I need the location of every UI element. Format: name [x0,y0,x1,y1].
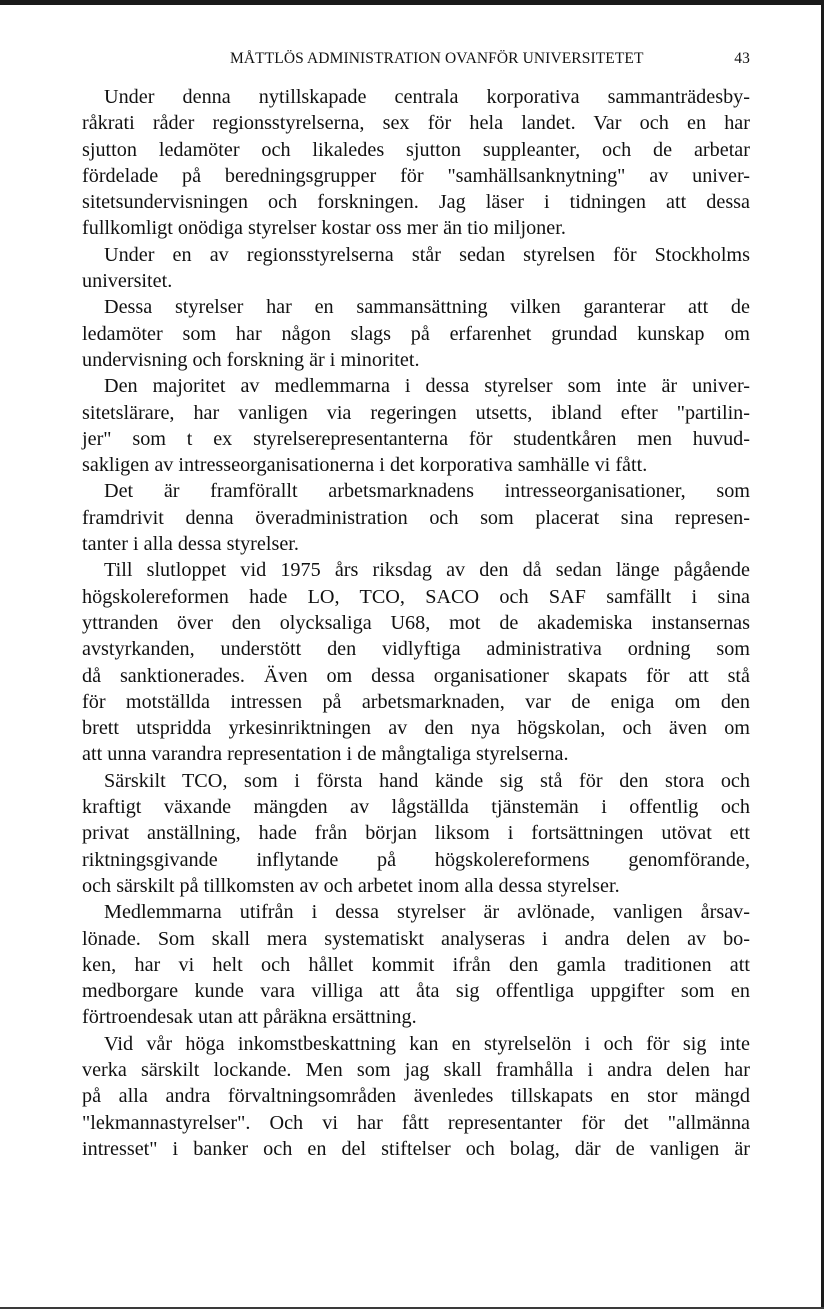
body-text [82,84,750,1162]
text-line: fördelade på beredningsgrupper för "samhällsanknytning" av univer- [82,164,750,187]
text-line: Under denna nytillskapade centrala korporativa sammanträdesby- [104,86,750,108]
text-line: verka särskilt lockande. Men som jag skall framhålla i andra delen har [82,1058,750,1081]
text-line: framdrivit denna överadministration och som placerat sina represen- [82,506,750,529]
text-line: Under en av regionsstyrelserna står sedan styrelsen för Stockholms [104,243,750,266]
text-line: ledamöter som har någon slags på erfarenhet grundad kunskap om [82,322,750,345]
text-line: på alla andra förvaltningsområden ävenledes tillskapats en stor mängd [82,1085,750,1108]
text-line: och särskilt på tillkomsten av och arbetet inom alla dessa styrelser. [82,874,620,897]
text-line: Den majoritet av medlemmarna i dessa styrelser som inte är univer- [104,375,750,398]
page-number: 43 [734,50,750,67]
text-line: Till slutloppet vid 1975 års riksdag av den då sedan länge pågående [104,559,750,582]
text-line: förtroendesak utan att påräkna ersättning. [82,1006,417,1029]
text-line: lönade. Som skall mera systematiskt analyseras i andra delen av bo- [82,927,750,950]
text-line: riktningsgivande inflytande på högskolereformens genomförande, [82,848,750,871]
text-line: undervisning och forskning är i minoritet. [82,348,420,371]
text-line: högskolereformen hade LO, TCO, SACO och SAF samfällt i sina [82,585,750,608]
text-line: Vid vår höga inkomstbeskattning kan en styrelselön i och för sig inte [104,1032,750,1055]
running-title: MÅTTLÖS ADMINISTRATION OVANFÖR UNIVERSITETET [230,50,644,67]
text-line: Medlemmarna utifrån i dessa styrelser är avlönade, vanligen årsav- [104,901,750,924]
text-line: kraftigt växande mängden av lågställda tjänstemän i offentlig och [82,796,750,819]
text-line: jer" som t ex styrelserepresentanterna för studentkåren men huvud- [82,427,750,450]
text-line: medborgare kunde vara villiga att åta sig offentliga uppgifter som en [82,980,750,1003]
text-line: råkrati råder regionsstyrelserna, sex för hela landet. Var och en har [82,112,750,135]
text-line: sitetsundervisningen och forskningen. Jag läser i tidningen att dessa [82,191,750,214]
text-line: sitetslärare, har vanligen via regeringen utsetts, ibland efter "partilin- [82,401,750,424]
text-line: intresset" i banker och en del stiftelser och bolag, där de vanligen är [82,1137,750,1160]
text-line: yttranden över den olycksaliga U68, mot de akademiska instansernas [82,611,750,634]
text-line: avstyrkanden, understött den vidlyftiga administrativa ordning som [82,638,750,661]
text-line: fullkomligt onödiga styrelser kostar oss mer än tio miljoner. [82,217,566,240]
running-header [230,50,750,72]
text-line: då sanktionerades. Även om dessa organisationer skapats för att stå [82,664,750,687]
text-line: Det är framförallt arbetsmarknadens intresseorganisationer, som [104,480,750,503]
text-line: att unna varandra representation i de mångtaliga styrelserna. [82,743,569,766]
text-line: ken, har vi helt och hållet kommit ifrån den gamla traditionen att [82,953,750,976]
text-line: Dessa styrelser har en sammansättning vilken garanterar att de [104,296,750,319]
scan-border-top [0,0,824,5]
text-line: universitet. [82,270,173,293]
text-line: Särskilt TCO, som i första hand kände sig stå för den stora och [104,769,750,792]
text-line: sakligen av intresseorganisationerna i det korporativa samhälle vi fått. [82,454,648,477]
text-line: för motställda intressen på arbetsmarknaden, var de eniga om den [82,690,750,713]
text-line: sjutton ledamöter och likaledes sjutton suppleanter, och de arbetar [82,138,750,161]
text-line: brett utspridda yrkesinriktningen av den nya högskolan, och även om [82,717,750,740]
text-line: tanter i alla dessa styrelser. [82,533,299,556]
text-line: "lekmannastyrelser". Och vi har fått representanter för det "allmänna [82,1111,750,1134]
text-line: privat anställning, hade från början liksom i fortsättningen utövat ett [82,822,750,845]
